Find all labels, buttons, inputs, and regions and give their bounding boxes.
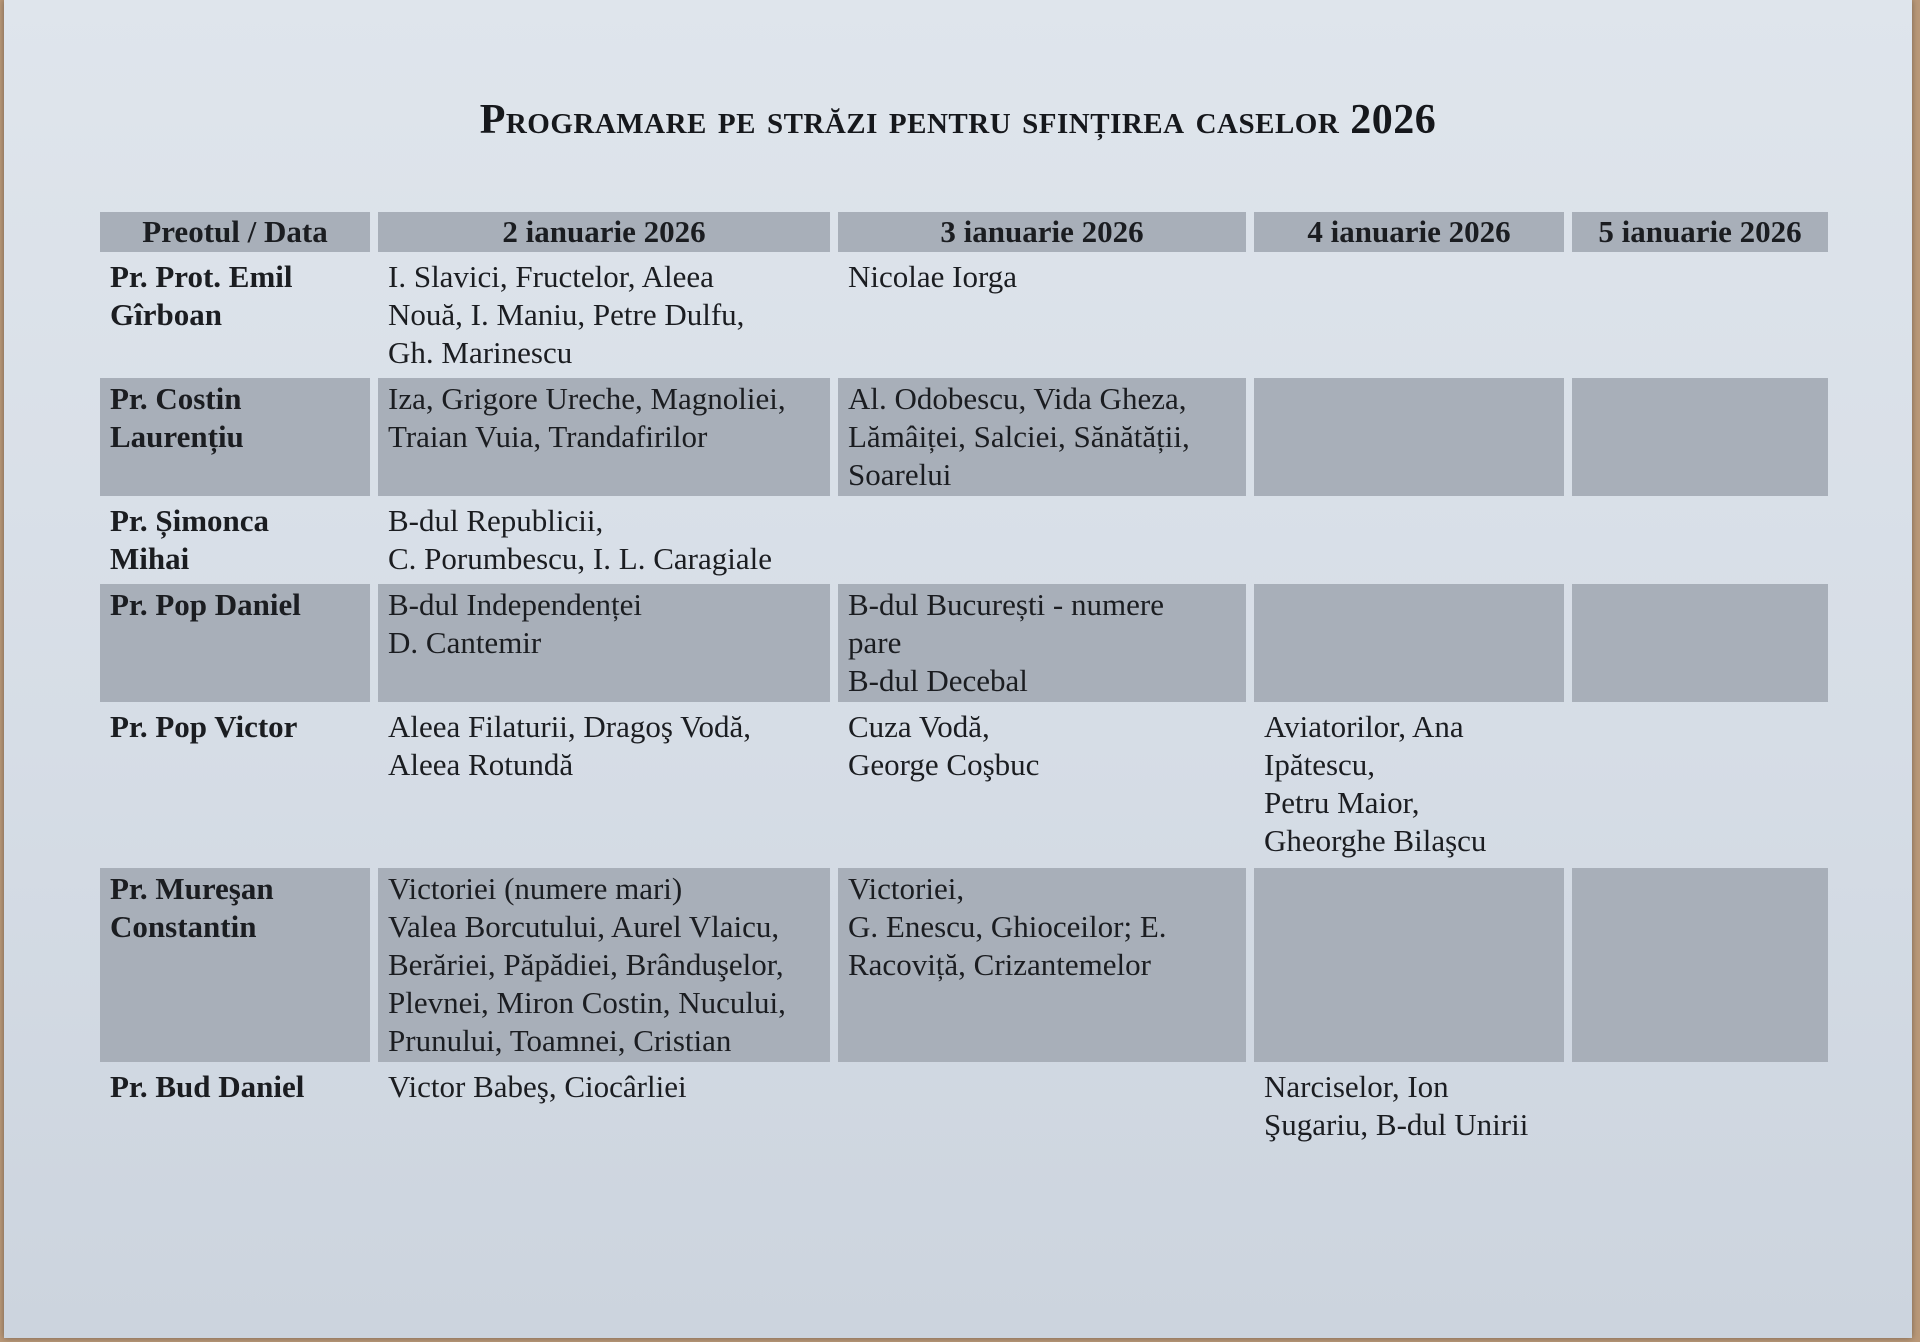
header-date-4-jan: 4 ianuarie 2026: [1254, 212, 1564, 252]
streets-cell-day3: [1254, 706, 1564, 864]
street-line: Victor Babeş, Ciocârliei: [388, 1069, 687, 1104]
streets-cell-day1: [378, 256, 830, 374]
street-line: Aleea Filaturii, Dragoş Vodă,: [388, 709, 752, 744]
streets-cell-day1: [378, 378, 830, 496]
streets-cell-day4: [1572, 256, 1828, 374]
street-line: Aviatorilor, Ana: [1264, 709, 1464, 744]
street-line: Cuza Vodă,: [848, 709, 990, 744]
streets-cell-day1: [378, 706, 830, 864]
street-line: pare: [848, 625, 902, 660]
priest-cell: [100, 256, 370, 374]
street-line: Al. Odobescu, Vida Gheza,: [848, 381, 1187, 416]
streets-cell-day2: [838, 584, 1246, 702]
header-row: [100, 212, 1828, 252]
streets-cell-day4: [1572, 868, 1828, 1062]
street-line: Narciselor, Ion: [1264, 1069, 1449, 1104]
street-line: Berăriei, Păpădiei, Brânduşelor,: [388, 947, 784, 982]
streets-cell-day1: [378, 868, 830, 1062]
street-line: Nouă, I. Maniu, Petre Dulfu,: [388, 297, 745, 332]
street-line: George Coşbuc: [848, 747, 1040, 782]
priest-name-line: Pr. Prot. Emil: [110, 259, 293, 294]
streets-cell-day2: [838, 256, 1246, 374]
street-line: Ipătescu,: [1264, 747, 1376, 782]
table-row: [100, 378, 1828, 496]
table-row: [100, 256, 1828, 374]
street-line: Aleea Rotundă: [388, 747, 574, 782]
header-date-5-jan: 5 ianuarie 2026: [1572, 212, 1828, 252]
street-line: Plevnei, Miron Costin, Nucului,: [388, 985, 786, 1020]
priest-name-line: Pr. Șimonca: [110, 503, 270, 538]
street-line: C. Porumbescu, I. L. Caragiale: [388, 541, 772, 576]
streets-cell-day3: [1254, 868, 1564, 1062]
street-line: D. Cantemir: [388, 625, 542, 660]
street-line: Nicolae Iorga: [848, 259, 1017, 294]
streets-cell-day4: [1572, 706, 1828, 864]
streets-cell-day4: [1572, 1066, 1828, 1148]
table-row: [100, 706, 1828, 864]
street-line: Soarelui: [848, 457, 952, 492]
street-line: Iza, Grigore Ureche, Magnoliei,: [388, 381, 786, 416]
header-date-2-jan: 2 ianuarie 2026: [378, 212, 830, 252]
priest-cell: [100, 706, 370, 864]
priest-name-line: Pr. Mureşan: [110, 871, 274, 906]
street-line: Victoriei,: [848, 871, 965, 906]
streets-cell-day3: [1254, 584, 1564, 702]
table-row: [100, 1066, 1828, 1148]
schedule-table: [92, 208, 1836, 1152]
header-priest-date: Preotul / Data: [100, 212, 370, 252]
street-line: Lămâiței, Salciei, Sănătății,: [848, 419, 1190, 454]
table-row: [100, 868, 1828, 1062]
street-line: Petru Maior,: [1264, 785, 1420, 820]
priest-name-line: Mihai: [110, 541, 190, 576]
streets-cell-day1: [378, 584, 830, 702]
street-line: B-dul București - numere: [848, 587, 1164, 622]
table-row: [100, 584, 1828, 702]
streets-cell-day3: [1254, 500, 1564, 580]
streets-cell-day4: [1572, 500, 1828, 580]
priest-name-line: Gîrboan: [110, 297, 222, 332]
table-row: [100, 500, 1828, 580]
priest-name-line: Pr. Pop Victor: [110, 709, 298, 744]
printed-sheet: [4, 0, 1912, 1338]
street-line: Traian Vuia, Trandafirilor: [388, 419, 708, 454]
streets-cell-day2: [838, 378, 1246, 496]
streets-cell-day2: [838, 868, 1246, 1062]
street-line: B-dul Republicii,: [388, 503, 604, 538]
priest-cell: [100, 1066, 370, 1148]
priest-name-line: Constantin: [110, 909, 257, 944]
priest-cell: [100, 584, 370, 702]
streets-cell-day2: [838, 500, 1246, 580]
priest-cell: [100, 378, 370, 496]
priest-cell: [100, 868, 370, 1062]
streets-cell-day3: [1254, 256, 1564, 374]
priest-name-line: Laurențiu: [110, 419, 244, 454]
streets-cell-day3: [1254, 1066, 1564, 1148]
street-line: I. Slavici, Fructelor, Aleea: [388, 259, 714, 294]
streets-cell-day3: [1254, 378, 1564, 496]
street-line: B-dul Independenței: [388, 587, 642, 622]
streets-cell-day2: [838, 1066, 1246, 1148]
street-line: Gheorghe Bilaşcu: [1264, 823, 1487, 858]
streets-cell-day1: [378, 500, 830, 580]
priest-name-line: Pr. Costin: [110, 381, 242, 416]
street-line: Racoviță, Crizantemelor: [848, 947, 1151, 982]
street-line: Şugariu, B-dul Unirii: [1264, 1107, 1529, 1142]
street-line: Valea Borcutului, Aurel Vlaicu,: [388, 909, 780, 944]
priest-cell: [100, 500, 370, 580]
street-line: Prunului, Toamnei, Cristian: [388, 1023, 732, 1058]
header-date-3-jan: 3 ianuarie 2026: [838, 212, 1246, 252]
page-title: Programare pe străzi pentru sfințirea caselor 2026: [479, 97, 1437, 143]
priest-name-line: Pr. Pop Daniel: [110, 587, 301, 622]
street-line: B-dul Decebal: [848, 663, 1028, 698]
streets-cell-day2: [838, 706, 1246, 864]
streets-cell-day1: [378, 1066, 830, 1148]
street-line: G. Enescu, Ghioceilor; E.: [848, 909, 1167, 944]
street-line: Victoriei (numere mari): [388, 871, 683, 906]
streets-cell-day4: [1572, 584, 1828, 702]
street-line: Gh. Marinescu: [388, 335, 573, 370]
streets-cell-day4: [1572, 378, 1828, 496]
priest-name-line: Pr. Bud Daniel: [110, 1069, 305, 1104]
